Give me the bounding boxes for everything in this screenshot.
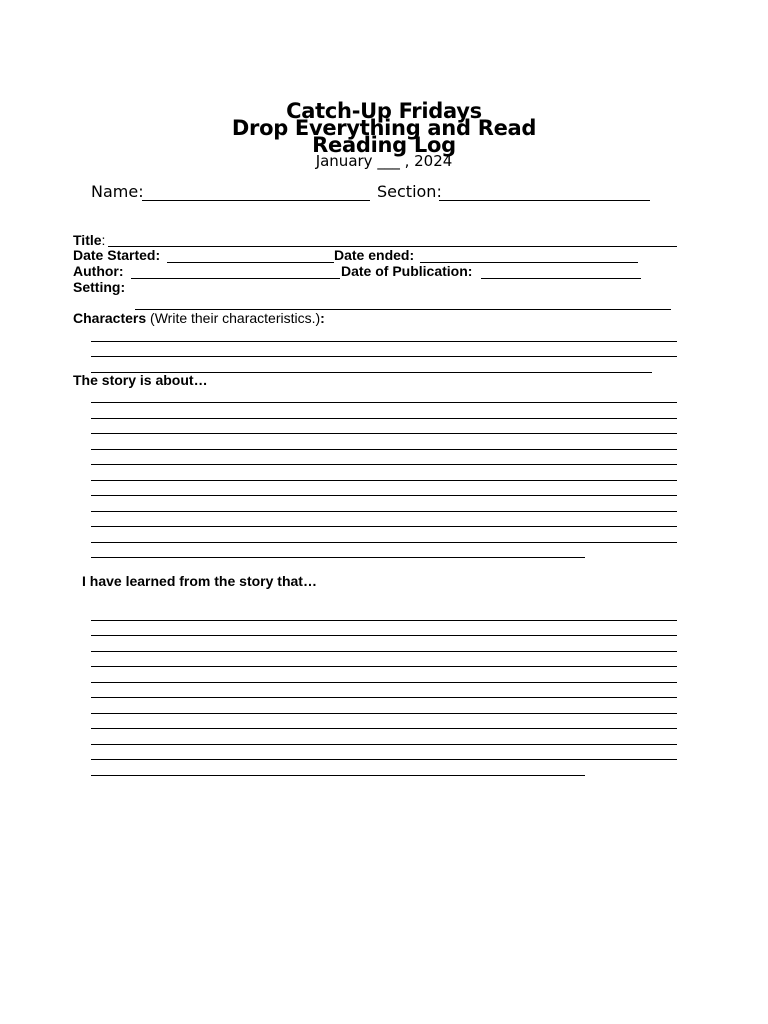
- learned-line[interactable]: [91, 682, 677, 683]
- story-about-line[interactable]: [91, 464, 677, 465]
- story-about-line[interactable]: [91, 526, 677, 527]
- learned-line[interactable]: [91, 728, 677, 729]
- author-label: Author:: [73, 263, 124, 279]
- date-ended-label: Date ended:: [334, 247, 415, 263]
- title-field-label-text: Title: [73, 232, 102, 248]
- learned-line[interactable]: [91, 759, 677, 760]
- publication-label: Date of Publication:: [341, 263, 473, 279]
- characters-label: [73, 310, 325, 326]
- section-label: Section:: [377, 182, 442, 201]
- learned-label: I have learned from the story that…: [82, 573, 317, 589]
- story-about-line[interactable]: [91, 433, 677, 434]
- title-field-label: [73, 232, 105, 248]
- characters-hint: (Write their characteristics.): [146, 310, 321, 326]
- setting-label: Setting:: [73, 279, 126, 295]
- learned-line[interactable]: [91, 775, 585, 776]
- learned-line[interactable]: [91, 744, 677, 745]
- learned-line[interactable]: [91, 713, 677, 714]
- story-about-line[interactable]: [91, 542, 677, 543]
- story-about-line[interactable]: [91, 495, 677, 496]
- date-started-blank[interactable]: [167, 262, 334, 263]
- title-drop-everything-and-read: Drop Everything and Read: [231, 116, 537, 140]
- section-blank[interactable]: [439, 200, 650, 201]
- characters-label-text: Characters: [73, 310, 147, 326]
- author-blank[interactable]: [131, 278, 340, 279]
- learned-line[interactable]: [91, 651, 677, 652]
- story-about-line[interactable]: [91, 511, 677, 512]
- characters-line[interactable]: [91, 341, 677, 342]
- story-about-line[interactable]: [91, 557, 585, 558]
- story-about-line[interactable]: [91, 449, 677, 450]
- title-catch-up-fridays: Catch-Up Fridays: [286, 99, 482, 123]
- learned-line[interactable]: [91, 620, 677, 621]
- date-line: January ___ , 2024: [315, 152, 453, 170]
- characters-line[interactable]: [91, 356, 677, 357]
- name-label: Name:: [91, 182, 144, 201]
- learned-line[interactable]: [91, 635, 677, 636]
- date-started-label: Date Started:: [73, 247, 161, 263]
- name-blank[interactable]: [142, 200, 370, 201]
- story-about-label: The story is about…: [73, 372, 208, 388]
- characters-colon: :: [320, 310, 325, 326]
- story-about-line[interactable]: [91, 418, 677, 419]
- story-about-line[interactable]: [91, 480, 677, 481]
- publication-blank[interactable]: [481, 278, 641, 279]
- title-reading-log: Reading Log: [312, 133, 456, 157]
- learned-line[interactable]: [91, 666, 677, 667]
- story-about-line[interactable]: [91, 402, 677, 403]
- learned-line[interactable]: [91, 697, 677, 698]
- title-field-colon: :: [101, 232, 106, 248]
